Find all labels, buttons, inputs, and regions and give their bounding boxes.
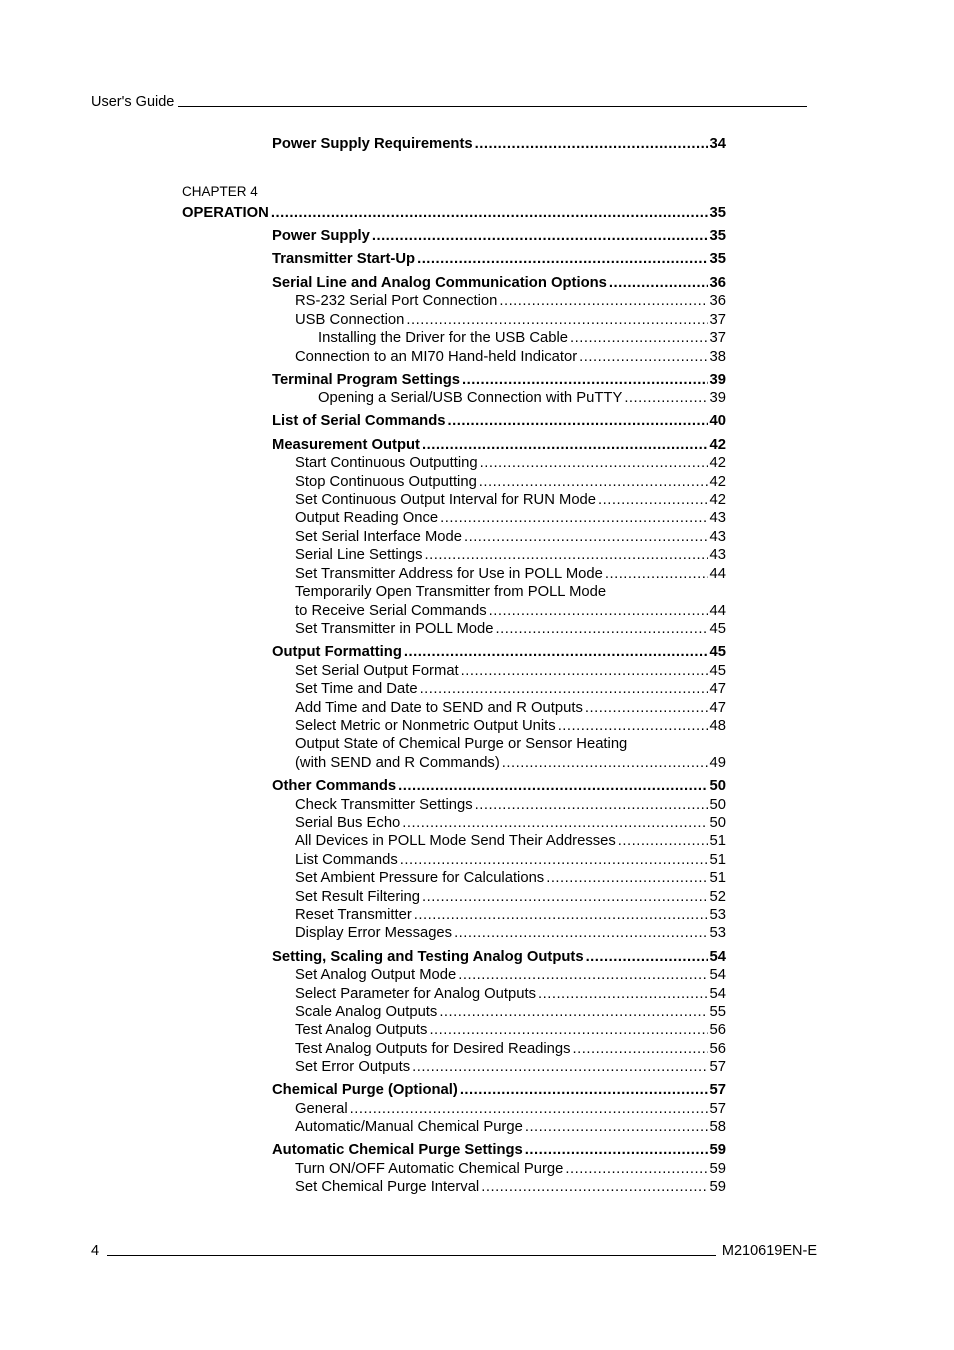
toc-page-number: 45 <box>709 663 726 679</box>
dot-leader <box>420 680 708 698</box>
toc-entry[interactable] <box>295 348 726 366</box>
toc-entry-text: Set Serial Output Format <box>295 663 459 679</box>
dot-leader <box>425 546 708 564</box>
toc-entry[interactable] <box>272 135 726 153</box>
toc-page-number: 43 <box>709 529 726 545</box>
toc-entry[interactable] <box>295 1100 726 1118</box>
dot-leader <box>570 329 708 347</box>
toc-entry-text: Serial Line and Analog Communication Options <box>272 275 607 291</box>
toc-entry-text: RS-232 Serial Port Connection <box>295 293 498 309</box>
toc-page-number: 38 <box>709 349 726 365</box>
toc-page-number: 55 <box>709 1004 726 1020</box>
dot-leader <box>546 869 707 887</box>
toc-entry-text: Power Supply <box>272 228 370 244</box>
toc-entry-text: Test Analog Outputs for Desired Readings <box>295 1041 571 1057</box>
toc-page-number: 50 <box>709 815 726 831</box>
dot-leader <box>458 966 707 984</box>
dot-leader <box>480 454 708 472</box>
dot-leader <box>414 906 708 924</box>
toc-page-number: 47 <box>709 681 726 697</box>
toc-entry-text: Set Time and Date <box>295 681 418 697</box>
dot-leader <box>558 717 708 735</box>
toc-page-number: 50 <box>709 797 726 813</box>
dot-leader <box>400 851 708 869</box>
toc-entry-text: Stop Continuous Outputting <box>295 474 477 490</box>
toc-page-number: 37 <box>709 312 726 328</box>
dot-leader <box>454 924 707 942</box>
toc-entry[interactable] <box>295 565 726 583</box>
toc-entry-text: Set Serial Interface Mode <box>295 529 462 545</box>
toc-entry[interactable] <box>295 832 726 850</box>
toc-entry[interactable] <box>295 966 726 984</box>
dot-leader <box>372 227 708 245</box>
toc-entry[interactable] <box>295 1003 726 1021</box>
toc-entry-text: Check Transmitter Settings <box>295 797 473 813</box>
dot-leader <box>495 620 707 638</box>
dot-leader <box>462 371 708 389</box>
toc-entry-text: Start Continuous Outputting <box>295 455 478 471</box>
toc-entry[interactable] <box>295 1118 726 1136</box>
toc-entry-text: Display Error Messages <box>295 925 453 941</box>
toc-page-number: 42 <box>709 492 726 508</box>
toc-entry-text: Set Error Outputs <box>295 1059 411 1075</box>
toc-page-number: 45 <box>709 644 726 660</box>
dot-leader <box>398 777 707 795</box>
toc-page-number: 44 <box>709 566 726 582</box>
toc-entry-text: List of Serial Commands <box>272 413 446 429</box>
toc-page-number: 57 <box>709 1101 726 1117</box>
toc-entry[interactable] <box>295 473 726 491</box>
dot-leader <box>489 602 708 620</box>
toc-entry-text: Serial Line Settings <box>295 547 423 563</box>
toc-entry-text: Automatic Chemical Purge Settings <box>272 1142 523 1158</box>
chapter-title-entry[interactable] <box>182 204 726 222</box>
toc-page-number: 57 <box>709 1059 726 1075</box>
toc-entry[interactable] <box>295 662 726 680</box>
toc-entry[interactable] <box>295 851 726 869</box>
toc-entry[interactable] <box>295 735 627 753</box>
toc-entry-text: General <box>295 1101 348 1117</box>
toc-page-number: 50 <box>709 778 726 794</box>
toc-entry-text: to Receive Serial Commands <box>295 603 487 619</box>
toc-entry-text: Connection to an MI70 Hand-held Indicator <box>295 349 578 365</box>
toc-entry[interactable] <box>272 1081 726 1099</box>
toc-page-number: 59 <box>709 1179 726 1195</box>
toc-entry-text: Setting, Scaling and Testing Analog Outputs <box>272 949 584 965</box>
dot-leader <box>579 348 707 366</box>
dot-leader <box>422 888 708 906</box>
toc-entry-text: Output Reading Once <box>295 510 439 526</box>
toc-page-number: 34 <box>709 136 726 152</box>
dot-leader <box>350 1100 708 1118</box>
dot-leader <box>475 135 708 153</box>
toc-page-number: 35 <box>709 228 726 244</box>
toc-entry[interactable] <box>295 906 726 924</box>
dot-leader <box>618 832 708 850</box>
toc-page-number: 53 <box>709 907 726 923</box>
toc-entry[interactable] <box>295 888 726 906</box>
toc-entry-text: Set Chemical Purge Interval <box>295 1179 480 1195</box>
toc-entry[interactable] <box>295 1040 726 1058</box>
toc-entry-text: Installing the Driver for the USB Cable <box>318 330 569 346</box>
toc-entry-text: Turn ON/OFF Automatic Chemical Purge <box>295 1161 564 1177</box>
dot-leader <box>585 699 708 717</box>
toc-page-number: 36 <box>709 275 726 291</box>
toc-entry[interactable] <box>295 717 726 735</box>
toc-entry[interactable] <box>272 436 726 454</box>
toc-entry-text: Chemical Purge (Optional) <box>272 1082 458 1098</box>
toc-entry[interactable] <box>295 292 726 310</box>
toc-entry[interactable] <box>295 869 726 887</box>
toc-entry[interactable] <box>295 583 606 601</box>
dot-leader <box>565 1160 707 1178</box>
toc-entry[interactable] <box>295 311 726 329</box>
footer-doc-code: M210619EN-E <box>721 1243 817 1259</box>
toc-page-number: 39 <box>709 372 726 388</box>
toc-entry-text: Set Continuous Output Interval for RUN Mode <box>295 492 597 508</box>
toc-entry[interactable] <box>295 620 726 638</box>
toc-entry[interactable] <box>295 796 726 814</box>
dot-leader <box>573 1040 708 1058</box>
toc-entry-text: List Commands <box>295 852 398 868</box>
toc-page-number: 54 <box>709 986 726 1002</box>
dot-leader <box>429 1021 707 1039</box>
toc-entry[interactable] <box>295 454 726 472</box>
dot-leader <box>502 754 708 772</box>
toc-page-number: 37 <box>709 330 726 346</box>
dot-leader <box>448 412 708 430</box>
toc-entry[interactable] <box>272 1141 726 1159</box>
toc-entry-text: Output Formatting <box>272 644 402 660</box>
toc-entry[interactable] <box>272 250 726 268</box>
toc-page-number: 57 <box>709 1082 726 1098</box>
toc-page-number: 35 <box>709 205 726 221</box>
toc-entry[interactable] <box>295 699 726 717</box>
dot-leader <box>404 643 708 661</box>
toc-entry[interactable] <box>295 924 726 942</box>
toc-entry[interactable] <box>295 602 726 620</box>
toc-entry[interactable] <box>272 777 726 795</box>
toc-page-number: 59 <box>709 1142 726 1158</box>
dot-leader <box>417 250 707 268</box>
toc-page-number: 52 <box>709 889 726 905</box>
toc-entry-text: Scale Analog Outputs <box>295 1004 438 1020</box>
toc-entry-text: Opening a Serial/USB Connection with PuTTY <box>318 390 623 406</box>
dot-leader <box>412 1058 707 1076</box>
dot-leader <box>538 985 708 1003</box>
toc-page-number: 54 <box>709 949 726 965</box>
toc-entry-text: Other Commands <box>272 778 397 794</box>
toc-page-number: 35 <box>709 251 726 267</box>
toc-entry[interactable] <box>295 1160 726 1178</box>
toc-page-number: 53 <box>709 925 726 941</box>
running-footer <box>91 1239 817 1259</box>
toc-page-number: 36 <box>709 293 726 309</box>
toc-entry[interactable] <box>318 329 726 347</box>
footer-page-number: 4 <box>91 1243 100 1259</box>
toc-entry[interactable] <box>295 509 726 527</box>
dot-leader <box>422 436 708 454</box>
toc-entry[interactable] <box>295 1178 726 1196</box>
footer-rule <box>107 1255 716 1256</box>
toc-entry-text: Set Analog Output Mode <box>295 967 457 983</box>
dot-leader <box>609 274 708 292</box>
toc-page-number: 45 <box>709 621 726 637</box>
header-title: User's Guide <box>91 94 175 110</box>
toc-entry-text: All Devices in POLL Mode Send Their Addresses <box>295 833 616 849</box>
toc-entry-text: Transmitter Start-Up <box>272 251 416 267</box>
toc-entry[interactable] <box>272 643 726 661</box>
toc-page-number: 42 <box>709 474 726 490</box>
toc-entry[interactable] <box>272 274 726 292</box>
toc-entry[interactable] <box>295 528 726 546</box>
dot-leader <box>479 473 708 491</box>
toc-entry[interactable] <box>295 985 726 1003</box>
toc-entry-text: Test Analog Outputs <box>295 1022 428 1038</box>
toc-page-number: 51 <box>709 833 726 849</box>
toc-page-number: 59 <box>709 1161 726 1177</box>
toc-entry[interactable] <box>295 1021 726 1039</box>
dot-leader <box>624 389 707 407</box>
toc-page-number: 54 <box>709 967 726 983</box>
toc-entry-text: Automatic/Manual Chemical Purge <box>295 1119 523 1135</box>
toc-page-number: 43 <box>709 510 726 526</box>
toc-page-number: 49 <box>709 755 726 771</box>
dot-leader <box>586 948 708 966</box>
toc-entry-text: Output State of Chemical Purge or Sensor Heating <box>295 736 628 752</box>
toc-entry[interactable] <box>295 1058 726 1076</box>
chapter-label: CHAPTER 4 <box>182 184 258 199</box>
toc-entry[interactable] <box>272 371 726 389</box>
toc-entry-text: USB Connection <box>295 312 405 328</box>
toc-entry-text: Serial Bus Echo <box>295 815 401 831</box>
toc-page-number: 42 <box>709 437 726 453</box>
toc-entry-text: Reset Transmitter <box>295 907 412 923</box>
dot-leader <box>461 662 708 680</box>
toc-entry[interactable] <box>318 389 726 407</box>
toc-page-number: 39 <box>709 390 726 406</box>
toc-entry-text: Select Metric or Nonmetric Output Units <box>295 718 556 734</box>
dot-leader <box>605 565 708 583</box>
toc-entry[interactable] <box>295 680 726 698</box>
toc-page-number: 42 <box>709 455 726 471</box>
toc-entry-text: Temporarily Open Transmitter from POLL Mode <box>295 584 607 600</box>
toc-entry-text: Terminal Program Settings <box>272 372 461 388</box>
toc-page-number: 51 <box>709 870 726 886</box>
toc-page-number: 51 <box>709 852 726 868</box>
toc-entry[interactable] <box>295 491 726 509</box>
dot-leader <box>598 491 708 509</box>
toc-entry[interactable] <box>272 227 726 245</box>
dot-leader <box>464 528 708 546</box>
toc-entry-text: Set Ambient Pressure for Calculations <box>295 870 545 886</box>
dot-leader <box>525 1141 708 1159</box>
toc-entry-text: Set Transmitter Address for Use in POLL Mode <box>295 566 603 582</box>
toc-entry[interactable] <box>272 948 726 966</box>
dot-leader <box>402 814 707 832</box>
dot-leader <box>481 1178 707 1196</box>
toc-page-number: 44 <box>709 603 726 619</box>
dot-leader <box>439 1003 707 1021</box>
dot-leader <box>440 509 707 527</box>
toc-page-number: 40 <box>709 413 726 429</box>
toc-entry-text: OPERATION <box>182 205 269 221</box>
toc-entry-text: Add Time and Date to SEND and R Outputs <box>295 700 583 716</box>
toc-entry[interactable] <box>295 546 726 564</box>
toc-page-number: 56 <box>709 1022 726 1038</box>
toc-entry[interactable] <box>272 412 726 430</box>
toc-entry-text: Set Transmitter in POLL Mode <box>295 621 494 637</box>
toc-page-number: 56 <box>709 1041 726 1057</box>
toc-entry[interactable] <box>295 754 726 772</box>
dot-leader <box>525 1118 708 1136</box>
dot-leader <box>475 796 708 814</box>
toc-entry-text: (with SEND and R Commands) <box>295 755 500 771</box>
toc-entry-text: Power Supply Requirements <box>272 136 473 152</box>
toc-entry-text: Set Result Filtering <box>295 889 421 905</box>
toc-page-number: 47 <box>709 700 726 716</box>
toc-page-number: 58 <box>709 1119 726 1135</box>
toc-page-number: 48 <box>709 718 726 734</box>
dot-leader <box>499 292 707 310</box>
toc-entry[interactable] <box>295 814 726 832</box>
toc-entry-text: Measurement Output <box>272 437 420 453</box>
dot-leader <box>271 204 708 222</box>
toc-entry-text: Select Parameter for Analog Outputs <box>295 986 536 1002</box>
toc-page-number: 43 <box>709 547 726 563</box>
dot-leader <box>406 311 707 329</box>
dot-leader <box>460 1081 708 1099</box>
